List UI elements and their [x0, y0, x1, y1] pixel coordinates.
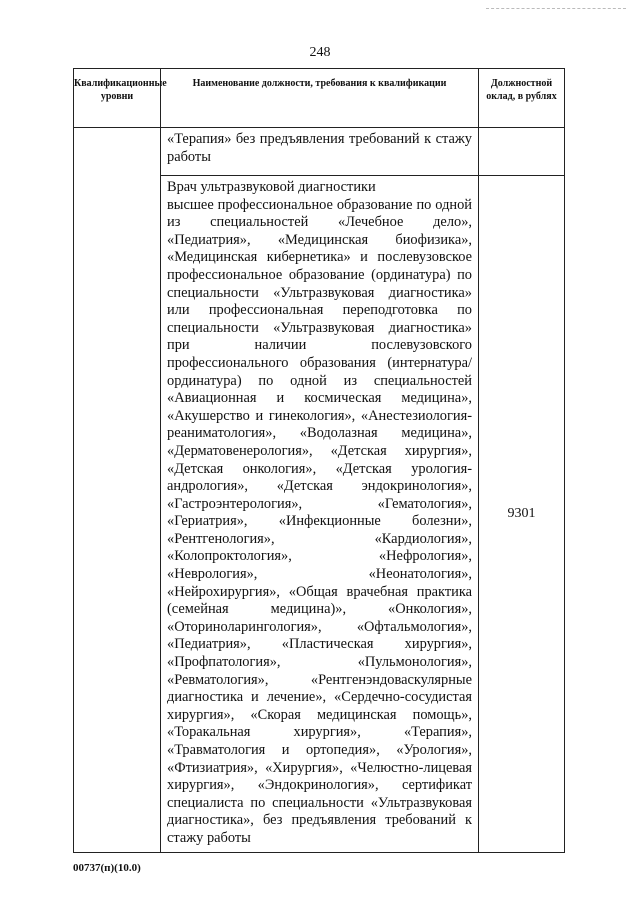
position-title: Врач ультразвуковой диагностики [167, 179, 376, 195]
level-cell [74, 128, 161, 853]
header-salary: Должностной оклад, в рублях [479, 69, 565, 128]
header-qualification-levels: Квалификационные уровни [74, 69, 161, 128]
requirements-text: высшее профессиональное образование по одной из специальностей «Лечебное дело», «Педиатрия», «Медицинская биофизика», «Медицинская кибернетика» и послевузовское профессиональное образование (ординатура) по специальности «Ультразвуковая диагностика» или профессиональная переподготовка по специальности «Ультразвуковая диагностика» при наличии послевузовского профессионального образования (интернатура/ординатура) по одной из специальностей «Авиационная и космическая медицина», «Акушерство и гинекология», «Анестезиология-реаниматология», «Водолазная медицина», «Дерматовенерология», «Детская хирургия», «Детская онкология», «Детская урология-андрология», «Детская эндокринология», «Гастроэнтерология», «Гематология», «Гериатрия», «Инфекционные болезни», «Рентгенология», «Кардиология», «Колопроктология», «Нефрология», «Неврология», «Неонатология», «Нейрохирургия», «Общая врачебная практика (семейная медицина)», «Онкология», «Оториноларингология», «Офтальмология», «Педиатрия», «Пластическая хирургия», «Профпатология», «Пульмонология», «Ревматология», «Рентгенэндоваскулярные диагностика и лечение», «Сердечно-сосудистая хирургия», «Скорая медицинская помощь», «Торакальная хирургия», «Терапия», «Травматология и ортопедия», «Урология», «Фтизиатрия», «Хирургия», «Челюстно-лицевая хирургия», «Эндокринология», сертификат специалиста по специальности «Ультразвуковая диагностика», без предъявления требований к стажу работы [167, 196, 472, 846]
requirements-text: «Терапия» без предъявления требований к стажу работы [167, 131, 472, 165]
salary-cell [479, 128, 565, 176]
document-code: 00737(п)(10.0) [73, 862, 141, 874]
qualification-table [73, 68, 565, 853]
requirements-cell [161, 128, 479, 176]
requirements-block [161, 176, 478, 852]
header-position-requirements: Наименование должности, требования к квалификации [161, 69, 479, 128]
salary-value: 9301 [479, 176, 565, 853]
requirements-cell [161, 176, 479, 853]
scan-artifact-line [486, 8, 626, 9]
table-header-row [74, 69, 565, 128]
page-number: 248 [309, 45, 331, 60]
table-row [74, 128, 565, 176]
